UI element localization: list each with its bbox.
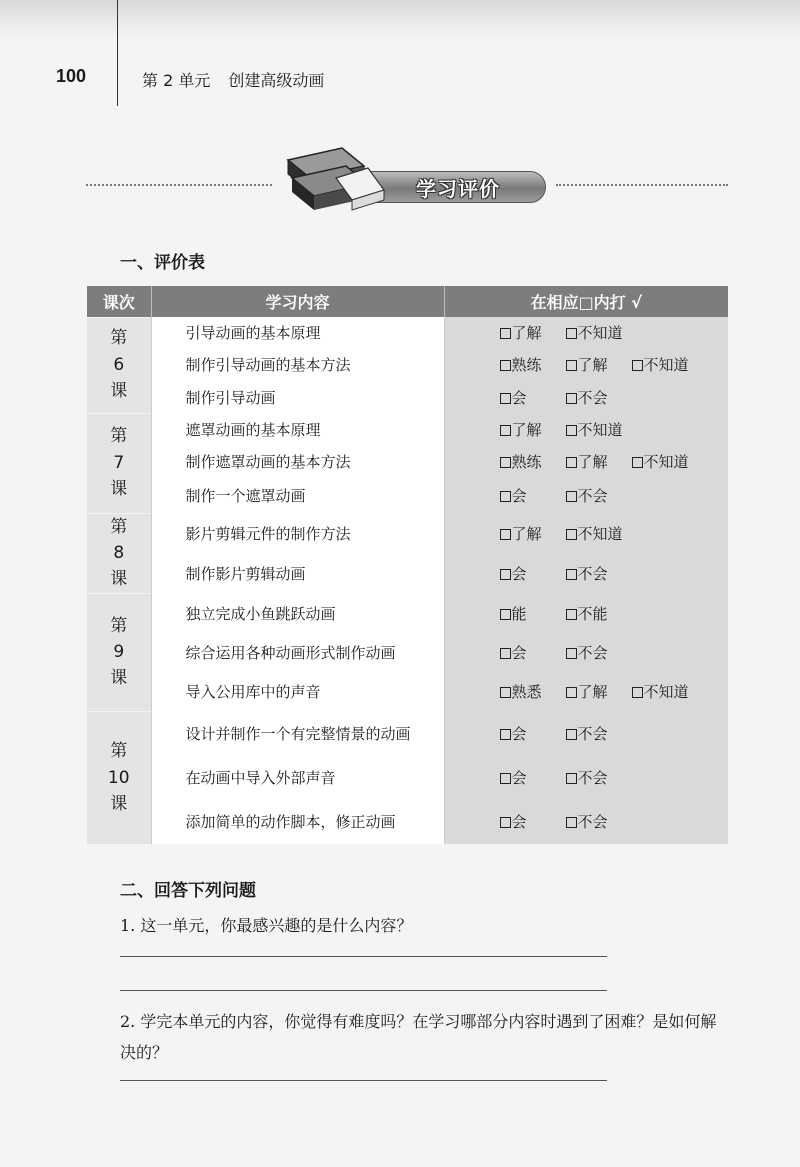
checkbox-option[interactable] — [500, 603, 556, 624]
checkbox-square-icon[interactable] — [500, 393, 511, 404]
content-cell: 制作引导动画 — [151, 381, 444, 413]
content-cell: 引导动画的基本原理 — [151, 317, 444, 347]
content-cell: 综合运用各种动画形式制作动画 — [151, 633, 444, 672]
checkbox-square-icon[interactable] — [500, 569, 511, 580]
lesson-cell: 第 7 课 — [87, 413, 151, 513]
lesson-cell: 第 9 课 — [87, 593, 151, 711]
checkbox-square-icon[interactable] — [500, 360, 511, 371]
checkbox-square-icon[interactable] — [500, 687, 511, 698]
checkbox-option[interactable] — [566, 681, 622, 702]
checkbox-option[interactable] — [500, 523, 556, 544]
content-cell: 遮罩动画的基本原理 — [151, 413, 444, 445]
option-label: 了解 — [577, 355, 608, 374]
col-header-lesson: 课次 — [87, 286, 151, 317]
option-label: 不会 — [577, 768, 608, 787]
checkbox-square-icon[interactable] — [500, 529, 511, 540]
option-label: 了解 — [511, 524, 542, 543]
table-row — [87, 413, 728, 445]
option-label: 不会 — [577, 564, 608, 583]
table-row — [87, 381, 728, 413]
options-cell — [444, 633, 728, 672]
checkbox-square-icon[interactable] — [500, 773, 511, 784]
checkbox-option[interactable] — [566, 642, 622, 663]
options-cell — [444, 317, 728, 347]
table-row — [87, 347, 728, 381]
checkbox-option[interactable] — [632, 681, 688, 702]
options-cell — [444, 593, 728, 633]
checkbox-option[interactable] — [500, 451, 556, 472]
page-header-title — [142, 68, 324, 91]
option-label: 会 — [511, 487, 527, 505]
checkbox-option[interactable] — [566, 451, 622, 472]
checkbox-option[interactable] — [500, 811, 556, 832]
lesson-cell: 第 10 课 — [87, 711, 151, 844]
section-heading-evaluation: 一、评价表 — [120, 253, 205, 273]
checkbox-square-icon[interactable] — [566, 360, 577, 371]
checkbox-option[interactable] — [566, 354, 622, 375]
content-cell: 制作引导动画的基本方法 — [151, 347, 444, 381]
col-header-content: 学习内容 — [151, 286, 444, 317]
content-cell: 导入公用库中的声音 — [151, 672, 444, 711]
checkbox-square-icon[interactable] — [566, 328, 577, 339]
table-header-row — [87, 286, 728, 317]
table-row — [87, 593, 728, 633]
books-icon — [280, 138, 390, 218]
table-row — [87, 799, 728, 844]
checkbox-option[interactable] — [500, 563, 556, 584]
option-label: 能 — [511, 604, 527, 623]
options-cell — [444, 347, 728, 381]
checkbox-square-icon[interactable] — [566, 609, 577, 620]
option-label: 不知道 — [577, 420, 623, 439]
checkbox-square-icon[interactable] — [500, 817, 511, 828]
checkbox-square-icon[interactable] — [566, 393, 577, 404]
checkbox-option[interactable] — [566, 419, 622, 440]
checkbox-option[interactable] — [566, 322, 622, 343]
answer-line[interactable] — [120, 990, 607, 991]
content-cell: 制作遮罩动画的基本方法 — [151, 445, 444, 478]
answer-line[interactable] — [120, 1080, 607, 1081]
options-cell — [444, 478, 728, 513]
checkbox-option[interactable] — [566, 485, 622, 506]
checkbox-square-icon[interactable] — [500, 729, 511, 740]
option-label: 了解 — [511, 323, 542, 342]
checkbox-option[interactable] — [500, 419, 556, 440]
option-label: 会 — [511, 644, 527, 663]
banner-title: 学习评价 — [416, 177, 500, 201]
checkbox-option[interactable] — [500, 354, 556, 375]
table-row — [87, 633, 728, 672]
col-header-check: 在相应□内打 √ — [444, 286, 728, 317]
option-label: 不会 — [577, 644, 608, 663]
checkbox-square-icon[interactable] — [632, 687, 643, 698]
checkbox-option[interactable] — [500, 642, 556, 663]
option-label: 不会 — [577, 813, 608, 832]
checkbox-option[interactable] — [500, 767, 556, 788]
checkbox-square-icon[interactable] — [500, 425, 511, 436]
question-2: 2. 学完本单元的内容，你觉得有难度吗？在学习哪部分内容时遇到了困难？是如何解决的？ — [120, 1012, 717, 1062]
checkbox-square-icon[interactable] — [500, 457, 511, 468]
option-label: 不会 — [577, 724, 608, 743]
option-label: 不能 — [577, 604, 608, 623]
options-cell — [444, 381, 728, 413]
checkbox-option[interactable] — [566, 603, 622, 624]
content-cell: 在动画中导入外部声音 — [151, 755, 444, 799]
option-label: 不知道 — [643, 453, 689, 471]
table-row — [87, 445, 728, 478]
banner-dots-right — [556, 184, 728, 186]
option-label: 熟练 — [511, 453, 542, 471]
option-label: 不知道 — [577, 524, 623, 543]
table-row — [87, 553, 728, 593]
checkbox-option[interactable] — [500, 322, 556, 343]
page-top-shading — [0, 0, 800, 40]
checkbox-option[interactable] — [500, 723, 556, 744]
checkbox-square-icon[interactable] — [566, 491, 577, 502]
checkbox-option[interactable] — [566, 811, 622, 832]
checkbox-square-icon[interactable] — [566, 425, 577, 436]
question-1: 1. 这一单元，你最感兴趣的是什么内容？ — [120, 916, 413, 935]
answer-line[interactable] — [120, 956, 607, 957]
content-cell: 设计并制作一个有完整情景的动画 — [151, 711, 444, 755]
checkbox-square-icon[interactable] — [632, 457, 643, 468]
options-cell — [444, 413, 728, 445]
options-cell — [444, 672, 728, 711]
options-cell — [444, 799, 728, 844]
checkbox-option[interactable] — [566, 523, 622, 544]
checkbox-option[interactable] — [566, 723, 622, 744]
content-cell: 独立完成小鱼跳跃动画 — [151, 593, 444, 633]
checkbox-square-icon[interactable] — [500, 609, 511, 620]
option-label: 会 — [511, 724, 527, 743]
option-label: 会 — [511, 813, 527, 832]
checkbox-square-icon[interactable] — [566, 773, 577, 784]
evaluation-table — [87, 286, 728, 844]
checkbox-option[interactable] — [566, 767, 622, 788]
option-label: 会 — [511, 388, 527, 407]
header-divider — [117, 0, 118, 106]
table-row — [87, 478, 728, 513]
checkbox-option[interactable] — [632, 451, 688, 472]
content-cell: 影片剪辑元件的制作方法 — [151, 513, 444, 553]
lesson-cell: 第 6 课 — [87, 317, 151, 413]
option-label: 会 — [511, 564, 527, 583]
options-cell — [444, 445, 728, 478]
option-label: 会 — [511, 768, 527, 787]
option-label: 不会 — [577, 487, 608, 505]
checkbox-square-icon[interactable] — [566, 687, 577, 698]
checkbox-option[interactable] — [500, 387, 556, 408]
checkbox-option[interactable] — [632, 354, 688, 375]
banner-dots-left — [86, 184, 272, 186]
checkbox-option[interactable] — [500, 485, 556, 506]
unit-title: 创建高级动画 — [228, 71, 325, 90]
checkbox-option[interactable] — [566, 387, 622, 408]
checkbox-square-icon[interactable] — [500, 328, 511, 339]
option-label: 了解 — [577, 453, 608, 471]
option-label: 熟练 — [511, 355, 542, 374]
option-label: 不会 — [577, 388, 608, 407]
table-row — [87, 672, 728, 711]
checkbox-square-icon[interactable] — [566, 569, 577, 580]
content-cell: 添加简单的动作脚本，修正动画 — [151, 799, 444, 844]
unit-label: 第 2 单元 — [142, 71, 211, 90]
table-row — [87, 513, 728, 553]
option-label: 了解 — [577, 683, 608, 702]
table-row — [87, 755, 728, 799]
option-label: 不知道 — [577, 323, 623, 342]
options-cell — [444, 755, 728, 799]
option-label: 不知道 — [643, 683, 689, 702]
checkbox-square-icon[interactable] — [500, 648, 511, 659]
content-cell: 制作一个遮罩动画 — [151, 478, 444, 513]
checkbox-square-icon[interactable] — [632, 360, 643, 371]
checkbox-option[interactable] — [500, 681, 556, 702]
lesson-cell: 第 8 课 — [87, 513, 151, 593]
checkbox-square-icon[interactable] — [566, 529, 577, 540]
table-row — [87, 711, 728, 755]
checkbox-square-icon[interactable] — [500, 491, 511, 502]
checkbox-square-icon[interactable] — [566, 457, 577, 468]
checkbox-square-icon[interactable] — [566, 729, 577, 740]
checkbox-square-icon[interactable] — [566, 817, 577, 828]
options-cell — [444, 513, 728, 553]
option-label: 了解 — [511, 420, 542, 439]
page-number: 100 — [56, 66, 87, 86]
checkbox-option[interactable] — [566, 563, 622, 584]
options-cell — [444, 711, 728, 755]
checkbox-square-icon[interactable] — [566, 648, 577, 659]
option-label: 不知道 — [643, 355, 689, 374]
option-label: 熟悉 — [511, 683, 542, 702]
content-cell: 制作影片剪辑动画 — [151, 553, 444, 593]
section-heading-questions: 二、回答下列问题 — [120, 881, 256, 901]
table-row — [87, 317, 728, 347]
options-cell — [444, 553, 728, 593]
